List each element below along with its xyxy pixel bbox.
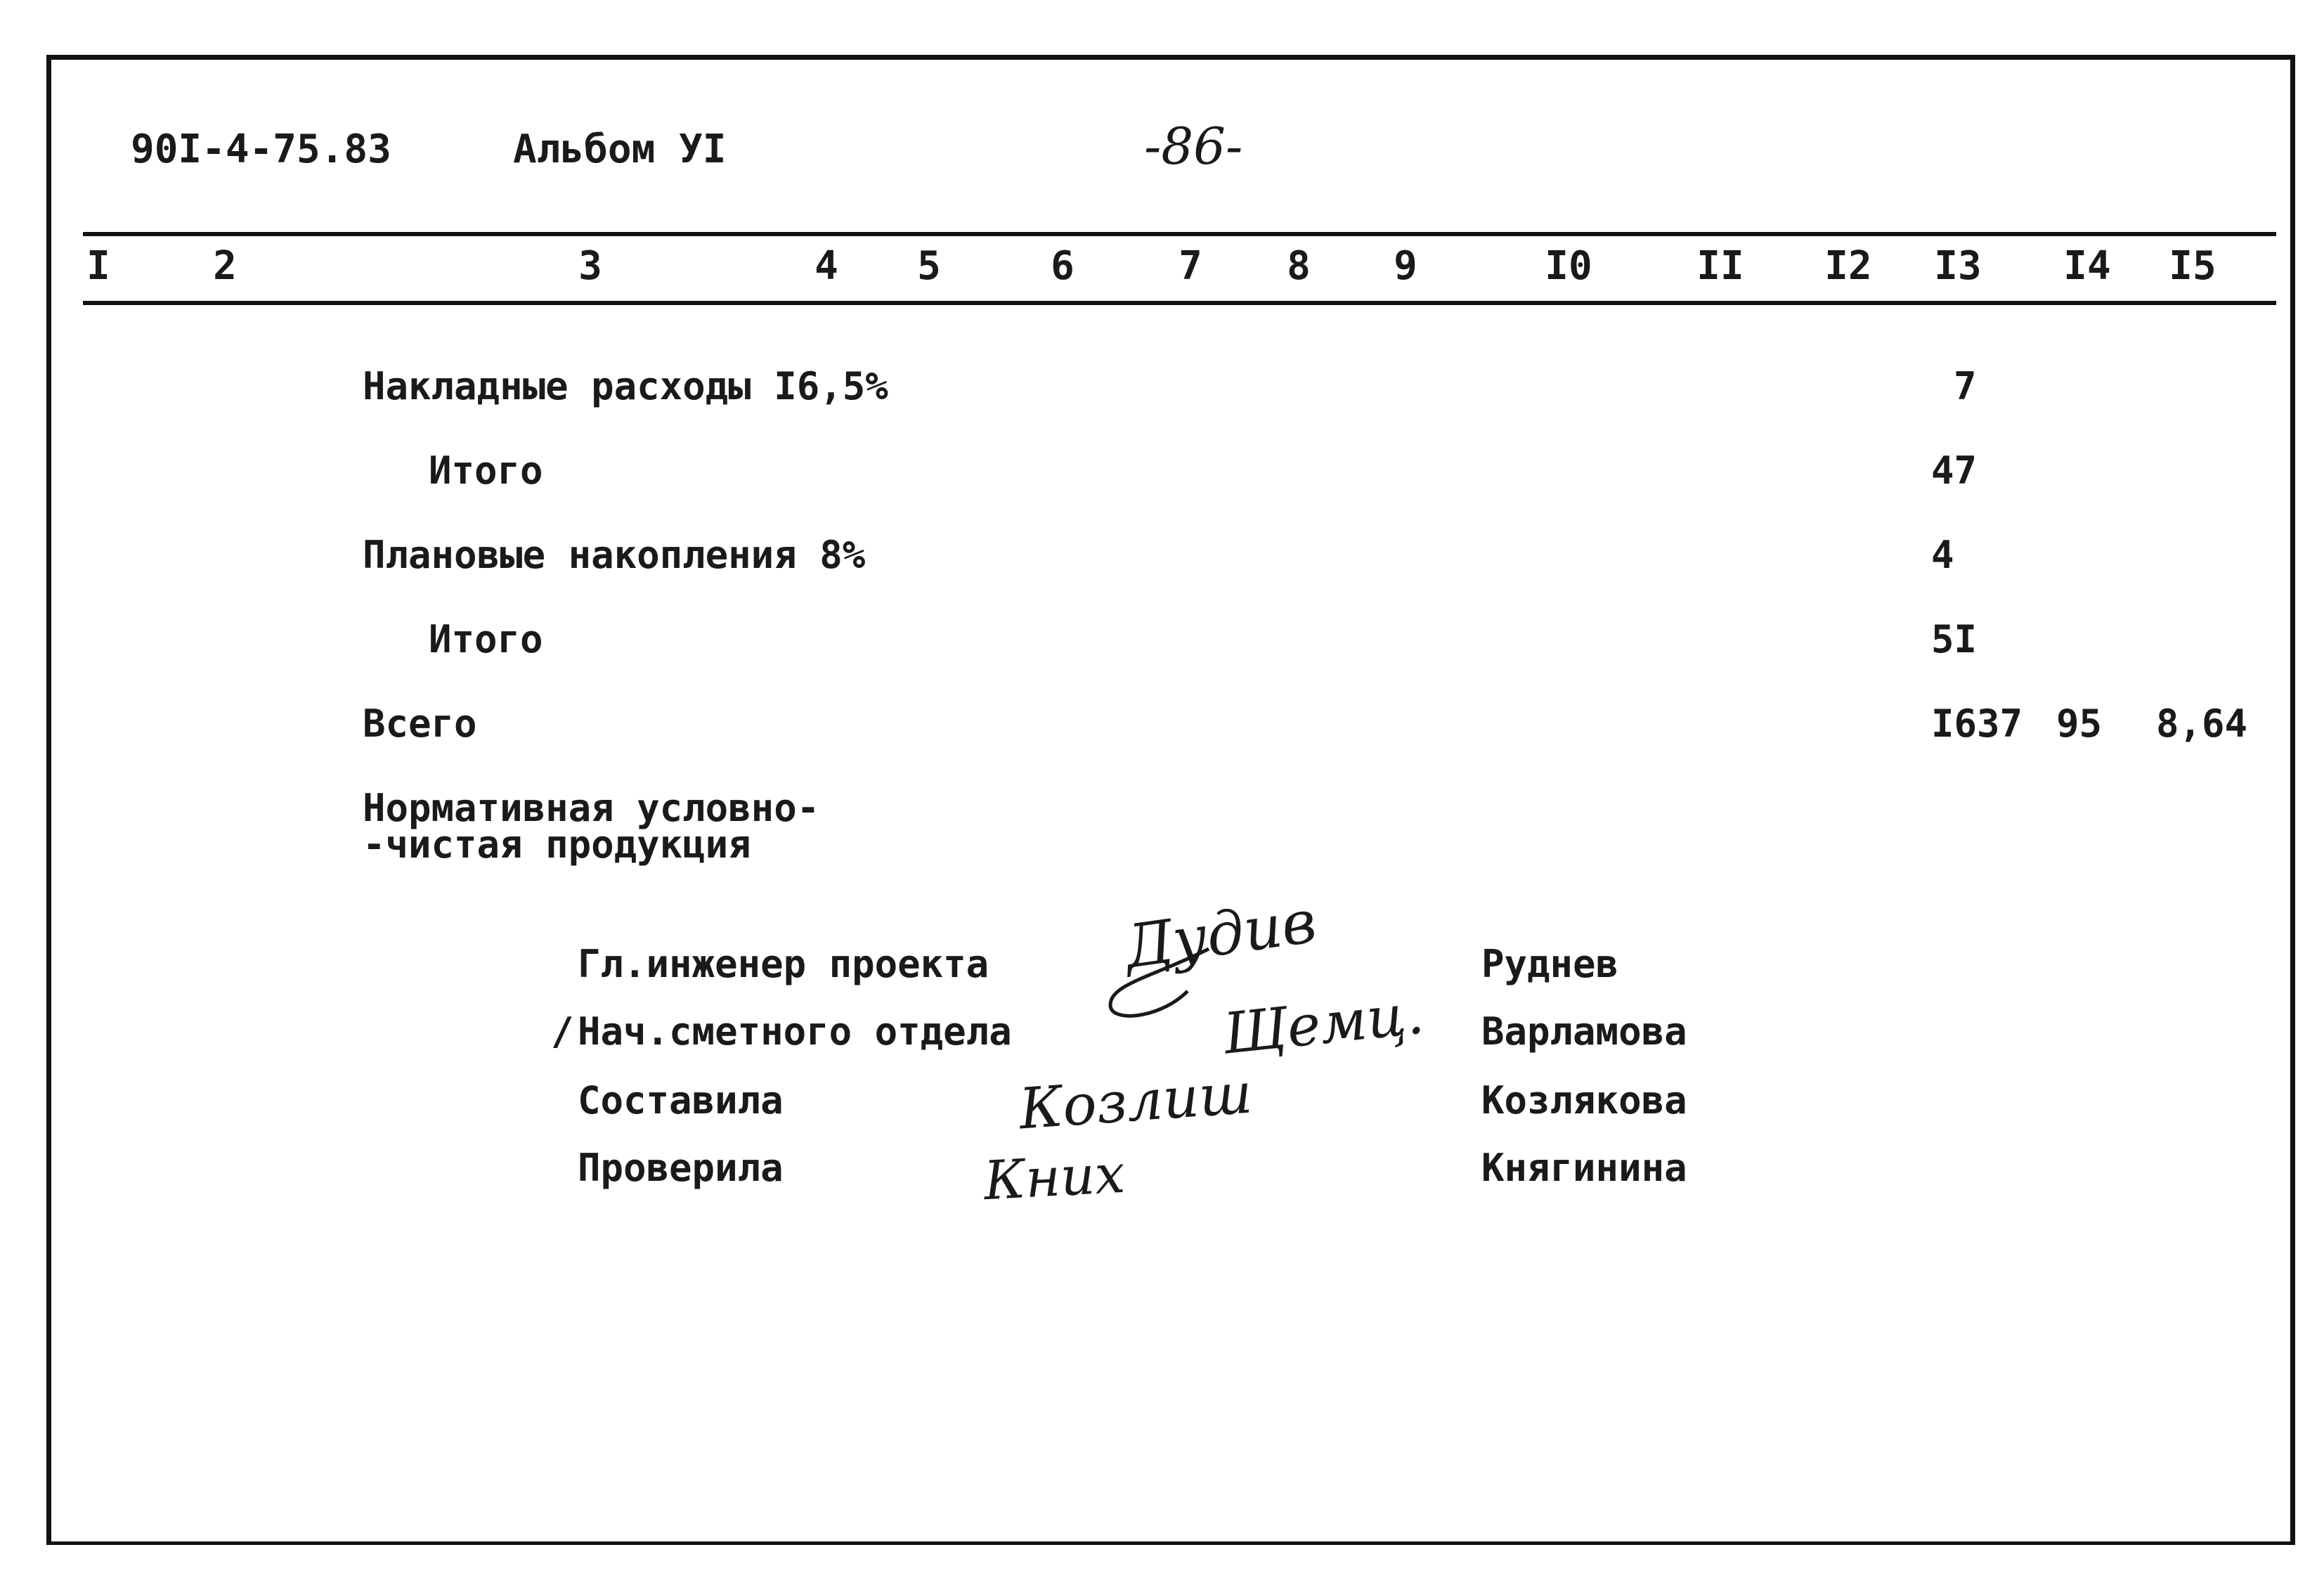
column-number: 6 <box>1051 243 1075 289</box>
handwritten-signature-2: Щемц. <box>1219 981 1427 1067</box>
row-value-col13: 5I <box>1931 617 1978 661</box>
signature-role: Гл.инженер проекта <box>578 942 989 986</box>
row-label: Накладные расходы I6,5% <box>363 364 888 408</box>
row-value-col14: 95 <box>2056 701 2103 746</box>
row-label: Итого <box>429 617 543 661</box>
row-label: Итого <box>429 448 543 493</box>
column-number: 4 <box>814 243 838 289</box>
header-bottom-rule <box>83 301 2276 305</box>
column-number: I3 <box>1934 243 1982 289</box>
role-mark: / <box>551 1009 574 1054</box>
row-value-col13: 7 <box>1954 364 1977 408</box>
column-number: I0 <box>1545 243 1592 289</box>
signature-role: Нач.сметного отдела <box>578 1009 1012 1054</box>
handwritten-signature-4: Кних <box>982 1142 1127 1212</box>
signature-name: Княгинина <box>1481 1146 1687 1190</box>
column-number: I4 <box>2063 243 2111 289</box>
page-number: -86- <box>1144 117 1243 176</box>
column-number: 2 <box>213 243 237 289</box>
column-number: 8 <box>1287 243 1311 289</box>
row-label: Плановые накопления 8% <box>363 533 866 577</box>
row-value-col15: 8,64 <box>2156 701 2248 746</box>
row-value-col13: 4 <box>1931 533 1954 577</box>
document-code: 90I-4-75.83 <box>131 127 391 172</box>
column-number: II <box>1696 243 1744 289</box>
column-number: 5 <box>917 243 941 289</box>
signature-name: Варламова <box>1481 1009 1687 1054</box>
signature-flourish <box>1096 935 1237 1026</box>
note-line-2: -чистая продукция <box>363 822 751 867</box>
column-number: I2 <box>1824 243 1872 289</box>
header-top-rule <box>83 232 2276 236</box>
row-value-col13: I637 <box>1931 701 2023 746</box>
signature-name: Козлякова <box>1481 1078 1687 1123</box>
signature-role: Составила <box>578 1078 784 1123</box>
column-number: 3 <box>578 243 602 289</box>
handwritten-signature-1: Дудив <box>1120 886 1320 982</box>
column-number: I <box>86 243 110 289</box>
signature-name: Руднев <box>1481 942 1619 986</box>
row-label: Всего <box>363 701 477 746</box>
column-number: 9 <box>1394 243 1417 289</box>
handwritten-signature-3: Козлиш <box>1017 1060 1254 1142</box>
column-number: 7 <box>1179 243 1202 289</box>
column-number: I5 <box>2169 243 2216 289</box>
album-label: Альбом УI <box>513 127 727 172</box>
note-line-1: Нормативная условно- <box>363 786 820 830</box>
row-value-col13: 47 <box>1931 448 1978 493</box>
signature-role: Проверила <box>578 1146 784 1190</box>
